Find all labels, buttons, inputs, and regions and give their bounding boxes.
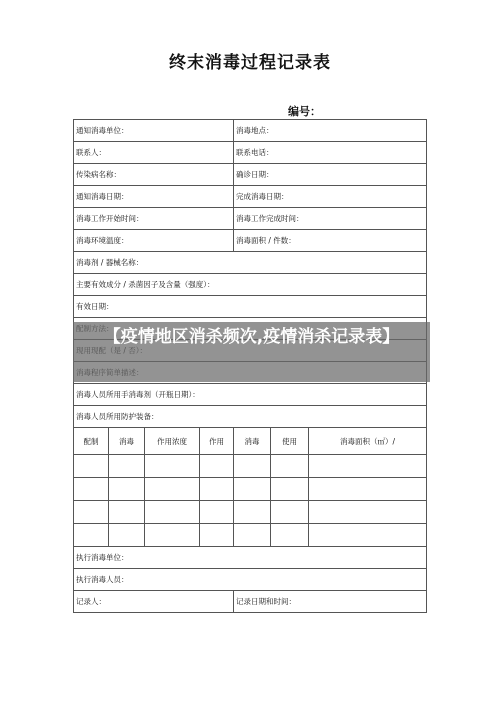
table-row <box>74 186 427 208</box>
executing-staff-field[interactable]: 执行消毒人员： <box>74 569 427 591</box>
disinfection-location-field[interactable]: 消毒地点： <box>234 120 427 142</box>
table-row <box>74 591 427 613</box>
table-row <box>74 547 427 569</box>
notify-date-field[interactable]: 通知消毒日期： <box>74 186 234 208</box>
grid-cell[interactable] <box>74 455 109 478</box>
grid-cell[interactable] <box>200 455 234 478</box>
table-row <box>74 501 427 524</box>
table-row <box>74 164 427 186</box>
hand-sanitizer-field[interactable]: 消毒人员所用手消毒剂（开瓶日期）： <box>74 384 427 406</box>
col-header-disinfect-2: 消毒 <box>234 428 271 455</box>
executing-unit-field[interactable]: 执行消毒单位： <box>74 547 427 569</box>
disinfectant-name-field[interactable]: 消毒剂 / 器械名称： <box>74 252 427 274</box>
grid-cell[interactable] <box>309 455 427 478</box>
grid-cell[interactable] <box>234 478 271 501</box>
active-ingredient-field[interactable]: 主要有效成分 / 杀菌因子及含量（强度）： <box>74 274 427 296</box>
form-title: 终末消毒过程记录表 <box>169 53 331 73</box>
table-row <box>74 208 427 230</box>
diagnosis-date-field[interactable]: 确诊日期： <box>234 164 427 186</box>
work-end-time-field[interactable]: 消毒工作完成时间： <box>234 208 427 230</box>
notify-unit-field[interactable]: 通知消毒单位： <box>74 120 234 142</box>
grid-cell[interactable] <box>234 524 271 547</box>
area-count-field[interactable]: 消毒面积 / 件数： <box>234 230 427 252</box>
protective-equipment-field[interactable]: 消毒人员所用防护装备： <box>74 406 427 428</box>
table-row <box>74 252 427 274</box>
col-header-usage: 使用 <box>271 428 309 455</box>
record-datetime-field[interactable]: 记录日期和时间： <box>234 591 427 613</box>
grid-header-row <box>74 428 427 455</box>
table-row <box>74 230 427 252</box>
contact-phone-field[interactable]: 联系电话： <box>234 142 427 164</box>
col-header-preparation: 配制 <box>74 428 109 455</box>
work-start-time-field[interactable]: 消毒工作开始时间： <box>74 208 234 230</box>
table-row <box>74 569 427 591</box>
overlay-banner-text: 【疫情地区消杀频次,疫情消杀记录表】 <box>103 327 400 347</box>
table-row <box>74 296 427 318</box>
grid-cell[interactable] <box>145 524 200 547</box>
grid-cell[interactable] <box>309 478 427 501</box>
recorder-field[interactable]: 记录人： <box>74 591 234 613</box>
table-row <box>74 142 427 164</box>
grid-cell[interactable] <box>74 478 109 501</box>
table-row <box>74 384 427 406</box>
ambient-temperature-field[interactable]: 消毒环境温度： <box>74 230 234 252</box>
grid-cell[interactable] <box>74 501 109 524</box>
grid-cell[interactable] <box>309 524 427 547</box>
serial-number-label: 编号： <box>288 105 321 118</box>
disease-name-field[interactable]: 传染病名称： <box>74 164 234 186</box>
col-header-action: 作用 <box>200 428 234 455</box>
grid-cell[interactable] <box>234 501 271 524</box>
grid-cell[interactable] <box>271 501 309 524</box>
completion-date-field[interactable]: 完成消毒日期： <box>234 186 427 208</box>
grid-cell[interactable] <box>145 501 200 524</box>
grid-cell[interactable] <box>234 455 271 478</box>
contact-person-field[interactable]: 联系人： <box>74 142 234 164</box>
col-header-disinfect: 消毒 <box>109 428 145 455</box>
table-row <box>74 478 427 501</box>
table-row <box>74 455 427 478</box>
table-row <box>74 524 427 547</box>
col-header-concentration: 作用浓度 <box>145 428 200 455</box>
table-row <box>74 120 427 142</box>
grid-cell[interactable] <box>200 524 234 547</box>
grid-cell[interactable] <box>271 478 309 501</box>
grid-cell[interactable] <box>145 478 200 501</box>
grid-cell[interactable] <box>109 478 145 501</box>
expiry-date-field[interactable]: 有效日期： <box>74 296 427 318</box>
table-row <box>74 274 427 296</box>
grid-cell[interactable] <box>109 524 145 547</box>
grid-cell[interactable] <box>74 524 109 547</box>
grid-cell[interactable] <box>109 501 145 524</box>
col-header-area: 消毒面积（㎡）/ <box>309 428 427 455</box>
grid-cell[interactable] <box>200 501 234 524</box>
grid-cell[interactable] <box>271 455 309 478</box>
table-row <box>74 406 427 428</box>
grid-cell[interactable] <box>200 478 234 501</box>
grid-cell[interactable] <box>145 455 200 478</box>
grid-cell[interactable] <box>309 501 427 524</box>
grid-cell[interactable] <box>271 524 309 547</box>
grid-cell[interactable] <box>109 455 145 478</box>
